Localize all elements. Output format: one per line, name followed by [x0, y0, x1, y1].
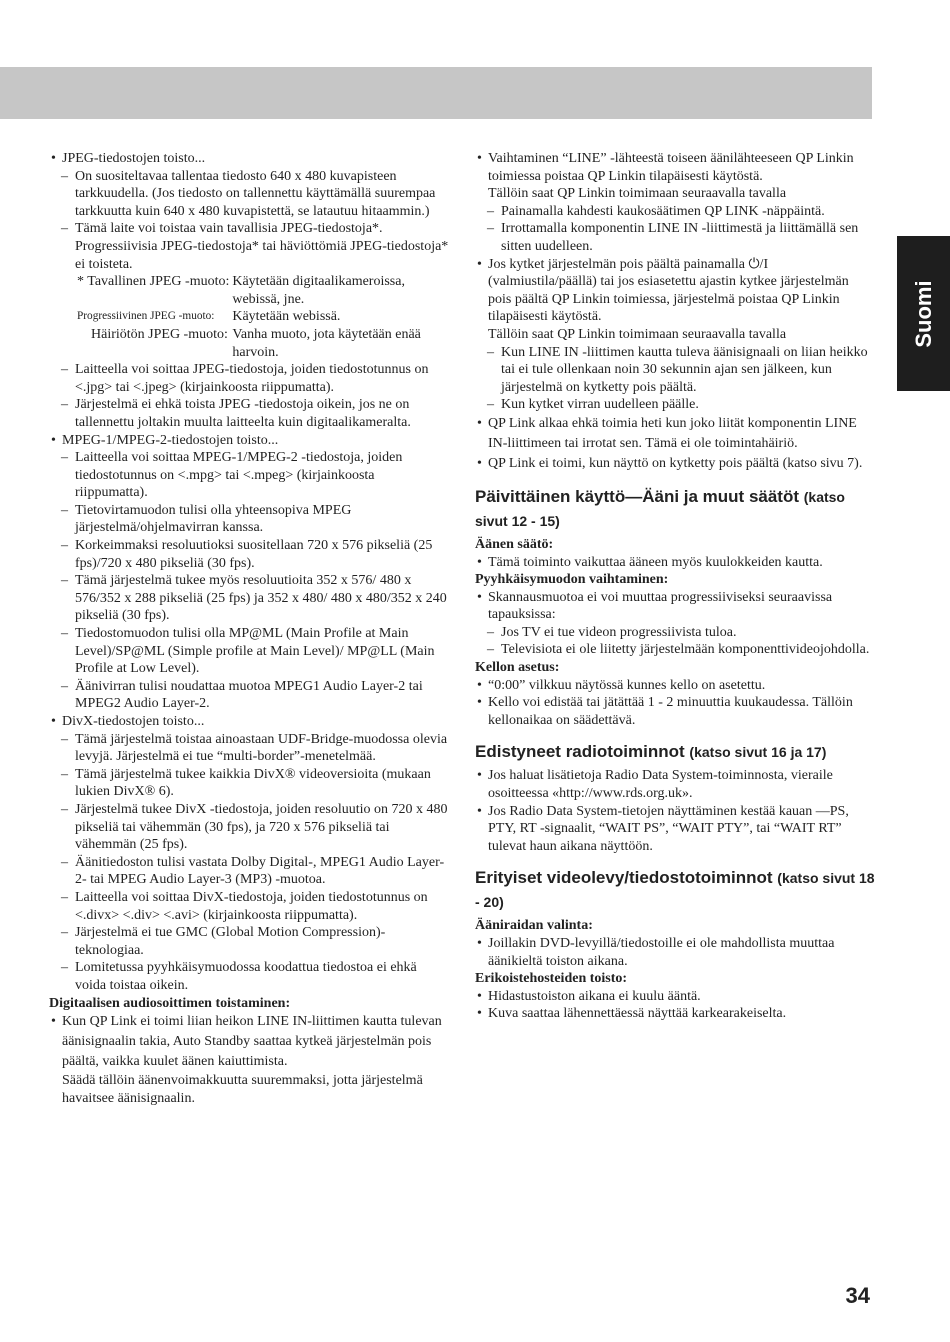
list-item: • QP Link alkaa ehkä toimia heti kun joko liität komponentin LINE IN-liittimeen tai irrotat sen. Tämä ei ole toimintahäiriö. [475, 414, 875, 454]
list-item: – Tiedostomuodon tulisi olla MP@ML (Main Profile at Main Level)/SP@ML (Simple profile at Main Level)/ MP@LL (Main Profile at Low Level). [49, 625, 449, 678]
subheading: Ääniraidan valinta: [475, 918, 593, 934]
list-item: • JPEG-tiedostojen toisto... [49, 150, 449, 168]
list-item: • Kuva saattaa lähennettäessä näyttää karkearakeiselta. [475, 1005, 875, 1023]
language-tab [897, 236, 950, 391]
list-item: • Skannausmuotoa ei voi muuttaa progressiiviseksi seuraavissa tapauksissa: [475, 589, 875, 624]
list-item: • “0:00” vilkkuu näytössä kunnes kello on asetettu. [475, 677, 875, 695]
list-item: – Irrottamalla komponentin LINE IN -liittimestä ja liittämällä sen sitten uudelleen. [475, 220, 875, 255]
list-item: – Painamalla kahdesti kaukosäätimen QP LINK -näppäintä. [475, 203, 875, 221]
list-item: – Järjestelmä ei ehkä toista JPEG -tiedostoja oikein, jos ne on tallennettu joltakin muulta laitteelta kuin digitaalikameralta. [49, 396, 449, 431]
header-bar [0, 67, 872, 119]
list-item: • Jos kytket järjestelmän pois päältä painamalla ⏻/I (valmiustila/päällä) tai jos esiasetettu ajastin kytkee järjestelmän pois päältä QP Linkin toimiessa, järjestelmä poistaa QP Linkin tilapäisesti käytöstä. [475, 256, 875, 326]
list-item: – Äänivirran tulisi noudattaa muotoa MPEG1 Audio Layer-2 tai MPEG2 Audio Layer-2. [49, 678, 449, 713]
list-item: – Korkeimmaksi resoluutioksi suositellaan 720 x 576 pikseliä (25 fps)/720 x 480 pikseliä (30 fps). [49, 537, 449, 572]
right-column [475, 150, 875, 1023]
list-item: • QP Link ei toimi, kun näyttö on kytketty pois päältä (katso sivu 7). [475, 454, 875, 474]
def-key: Progressiivinen JPEG -muoto: [77, 310, 215, 323]
list-item: – Tämä laite voi toistaa vain tavallisia JPEG-tiedostoja*. Progressiivisia JPEG-tiedostoja* tai häviöttömiä JPEG-tiedostoja* ei toisteta. [49, 220, 449, 273]
section-page-ref: (katso sivut 16 ja 17) [689, 744, 827, 761]
paragraph: Säädä tällöin äänenvoimakkuutta suuremmaksi, jotta järjestelmä havaitsee äänisignaalin. [62, 1073, 423, 1106]
subheading: Kellon asetus: [475, 660, 560, 676]
list-item: • DivX-tiedostojen toisto... [49, 713, 449, 731]
list-item: • Kello voi edistää tai jätättää 1 - 2 minuuttia kuukaudessa. Tällöin kellonaikaa on säädettävä. [475, 694, 875, 729]
list-item: – Kun kytket virran uudelleen päälle. [475, 396, 875, 414]
left-column [49, 150, 449, 1107]
paragraph: Tällöin saat QP Linkin toimimaan seuraavalla tavalla [488, 326, 787, 342]
section-title: Erityiset videolevy/tiedostotoiminnot [475, 868, 773, 888]
language-tab-label: Suomi [910, 279, 936, 348]
subheading: Äänen säätö: [475, 536, 554, 552]
list-item: – Kun LINE IN -liittimen kautta tuleva äänisignaali on liian heikko tai ei tule ollenkaan noin 30 sekunnin ajan sen jälkeen, kun järjestelmä on kytketty pois päältä. [475, 344, 875, 397]
list-item: – Lomitetussa pyyhkäisymuodossa koodattua tiedostoa ei ehkä voida toistaa oikein. [49, 959, 449, 994]
list-item: – Laitteella voi soittaa MPEG-1/MPEG-2 -tiedostoja, joiden tiedostotunnus on <.mpg> tai <.mpeg> (kirjainkoosta riippumatta). [49, 449, 449, 502]
def-value: Käytetään digitaalikameroissa, webissä, jne. [232, 274, 405, 307]
list-item: – Järjestelmä ei tue GMC (Global Motion Compression)-teknologiaa. [49, 924, 449, 959]
def-value: Vanha muoto, jota käytetään enää harvoin. [232, 326, 421, 360]
page-number: 34 [845, 1283, 870, 1308]
section-page-ref: (katso sivut 12 - 15) [475, 488, 845, 529]
list-item: • Jos Radio Data System-tietojen näyttäminen kestää kauan —PS, PTY, RT -signaalit, “WAIT PS”, “WAIT PTY”, tai “WAIT RT” tulevat haun aikana näyttöön. [475, 803, 875, 856]
list-item: – Jos TV ei tue videon progressiivista tuloa. [475, 624, 875, 642]
section-title: Edistyneet radiotoiminnot [475, 742, 685, 762]
list-item: – On suositeltavaa tallentaa tiedosto 640 x 480 kuvapisteen tarkkuudella. (Jos tiedosto on tallennettu käyttämällä suurempaa tarkkuutta kuin 640 x 480 kuvapistettä, se latautuu hitaammin.) [49, 168, 449, 221]
list-item: – Tämä järjestelmä toistaa ainoastaan UDF-Bridge-muodossa olevia levyjä. Järjestelmä ei tue “multi-border”-menetelmää. [49, 731, 449, 766]
def-key: * Tavallinen JPEG -muoto: [77, 274, 230, 290]
list-item: • Jos haluat lisätietoja Radio Data System-toiminnosta, vieraile osoitteessa «http://www.rds.org.uk». [475, 767, 875, 802]
paragraph: Tällöin saat QP Linkin toimimaan seuraavalla tavalla [488, 186, 787, 202]
jpeg-definitions [77, 273, 449, 361]
section-heading-special [475, 866, 875, 914]
list-item: • Kun QP Link ei toimi liian heikon LINE IN-liittimen kautta tulevan äänisignaalin takia, Auto Standby saattaa kytkeä järjestelmän pois päältä, vaikka kuulet äänen kaiuttimista. [49, 1012, 449, 1072]
list-item: – Järjestelmä tukee DivX -tiedostoja, joiden resoluutio on 720 x 480 pikseliä tai vähemmän (30 fps), ja 720 x 576 pikseliä tai vähemmän (25 fps). [49, 801, 449, 854]
list-item: – Äänitiedoston tulisi vastata Dolby Digital-, MPEG1 Audio Layer-2- tai MPEG Audio Layer-3 (MP3) -muotoa. [49, 854, 449, 889]
subheading: Erikoistehosteiden toisto: [475, 971, 628, 987]
list-item: – Televisiota ei ole liitetty järjestelmään komponenttivideojohdolla. [475, 641, 875, 659]
section-heading-radio [475, 740, 875, 764]
subheading: Pyyhkäisymuodon vaihtaminen: [475, 572, 669, 588]
subheading: Digitaalisen audiosoittimen toistaminen: [49, 995, 291, 1011]
list-item: • Vaihtaminen “LINE” -lähteestä toiseen äänilähteeseen QP Linkin toimiessa poistaa QP Linkin tilapäisesti käytöstä. [475, 150, 875, 185]
section-title: Päivittäinen käyttö—Ääni ja muut säätöt [475, 486, 800, 506]
list-item: – Laitteella voi soittaa DivX-tiedostoja, joiden tiedostotunnus on <.divx> <.div> <.avi> (kirjainkoosta riippumatta). [49, 889, 449, 924]
def-key: Häiriötön JPEG -muoto: [91, 326, 228, 342]
def-value: Käytetään webissä. [232, 309, 341, 325]
list-item: • Hidastustoiston aikana ei kuulu ääntä. [475, 988, 875, 1006]
list-item: – Tämä järjestelmä tukee myös resoluutioita 352 x 576/ 480 x 576/352 x 288 pikseliä (25 fps) ja 352 x 480/ 480 x 480/352 x 240 pikseliä (30 fps). [49, 572, 449, 625]
list-item: – Tämä järjestelmä tukee kaikkia DivX® videoversioita (mukaan lukien DivX® 6). [49, 766, 449, 801]
list-item: – Laitteella voi soittaa JPEG-tiedostoja, joiden tiedostotunnus on <.jpg> tai <.jpeg> (kirjainkoosta riippumatta). [49, 361, 449, 396]
list-item: – Tietovirtamuodon tulisi olla yhteensopiva MPEG järjestelmä/ohjelmavirran kanssa. [49, 502, 449, 537]
section-heading-daily [475, 485, 875, 533]
list-item: • Joillakin DVD-levyillä/tiedostoille ei ole mahdollista muuttaa äänikieltä toiston aikana. [475, 935, 875, 970]
list-item: • MPEG-1/MPEG-2-tiedostojen toisto... [49, 432, 449, 450]
list-item: • Tämä toiminto vaikuttaa ääneen myös kuulokkeiden kautta. [475, 554, 875, 572]
section-page-ref: (katso sivut 18 - 20) [475, 870, 875, 911]
